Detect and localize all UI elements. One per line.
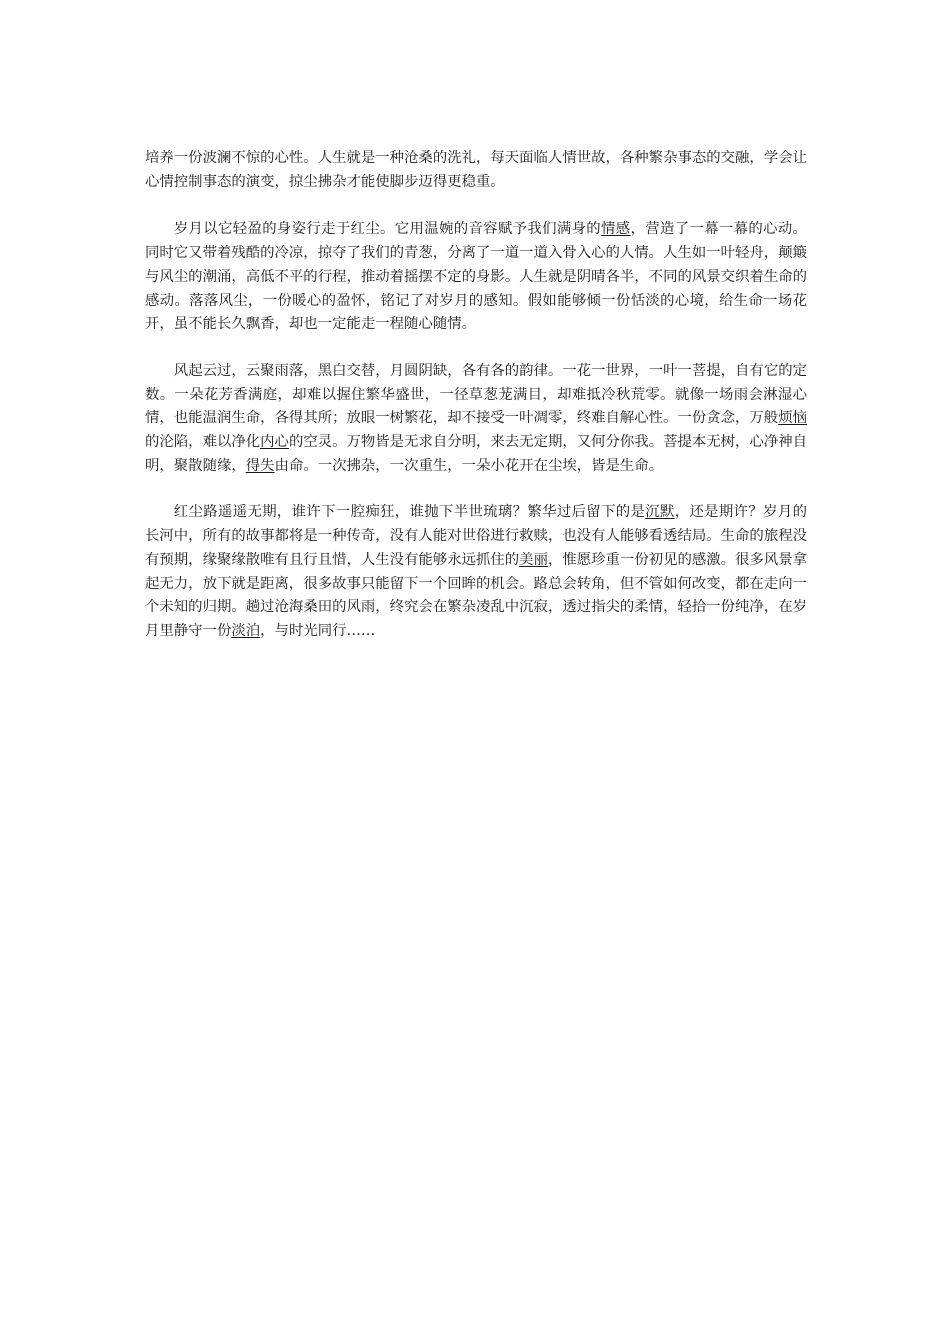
paragraph-2 (145, 218, 807, 337)
paragraph-text: 岁月以它轻盈的身姿行走于红尘。它用温婉的音容赋予我们满身的 (173, 221, 602, 238)
paragraph-text: 风起云过，云聚雨落，黑白交替，月圆阴缺，各有各的韵律。一花一世界，一叶一菩提，自有它的定数。一朵花芳香满庭，却难以握住繁华盛世，一径草葱茏满目，却难抵冷秋荒零。就像一场雨会淋湿心情，也能温润生命，各得其所；放眼一树繁花，却不接受一叶凋零，终难自解心性。一份贪念，万般 (145, 362, 807, 427)
link-meili[interactable]: 美丽 (519, 551, 548, 568)
link-fannao[interactable]: 烦恼 (778, 410, 807, 427)
paragraph-4 (145, 501, 807, 643)
paragraph-text: 培养一份波澜不惊的心性。人生就是一种沧桑的洗礼，每天面临人情世故，各种繁杂事态的交融，学会让心情控制事态的演变，掠尘拂杂才能使脚步迈得更稳重。 (145, 150, 807, 190)
paragraph-text: ，营造了一幕一幕的心动。同时它又带着残酷的冷凉，掠夺了我们的青葱，分离了一道一道入骨入心的人情。人生如一叶轻舟，颠簸与风尘的潮涌，高低不平的行程，推动着摇摆不定的身影。人生就是阴晴各半，不同的风景交织着生命的感动。落落风尘，一份暖心的盈怀，铭记了对岁月的感知。假如能够倾一份恬淡的心境，给生命一场花开，虽不能长久飘香，却也一定能走一程随心随情。 (145, 221, 807, 333)
paragraph-text: 的沦陷，难以净化 (145, 434, 261, 451)
paragraph-3 (145, 360, 807, 479)
link-chenmo[interactable]: 沉默 (645, 504, 675, 521)
link-deshi[interactable]: 得失 (245, 457, 275, 474)
paragraph-text: ，惟愿珍重一份初见的感激。很多风景拿起无力，放下就是距离，很多故事只能留下一个回眸的机会。路总会转角，但不管如何改变，都在走向一个未知的归期。趟过沧海桑田的风雨，终究会在繁杂凌乱中沉寂，透过指尖的柔情，轻拾一份纯净，在岁月里静守一份 (145, 551, 808, 639)
document-body (145, 147, 807, 667)
paragraph-text: 的空灵。万物皆是无求自分明，来去无定期，又何分你我。菩提本无树，心净神自明，聚散随缘， (145, 434, 808, 474)
paragraph-text: ，与时光同行…… (260, 622, 376, 639)
link-danbo[interactable]: 淡泊 (231, 622, 261, 639)
link-qinggan[interactable]: 情感 (601, 221, 631, 238)
link-neixin[interactable]: 内心 (260, 434, 289, 451)
paragraph-text: ，还是期许？岁月的长河中，所有的故事都将是一种传奇，没有人能对世俗进行救赎，也没有人能够看透结局。生命的旅程没有预期，缘聚缘散唯有且行且惜，人生没有能够永远抓住的 (145, 504, 807, 568)
paragraph-text: 红尘路遥遥无期，谁许下一腔痴狂，谁抛下半世琉璃？繁华过后留下的是 (173, 504, 646, 521)
paragraph-1 (145, 147, 807, 194)
paragraph-text: 由命。一次拂杂，一次重生，一朵小花开在尘埃，皆是生命。 (274, 457, 664, 474)
